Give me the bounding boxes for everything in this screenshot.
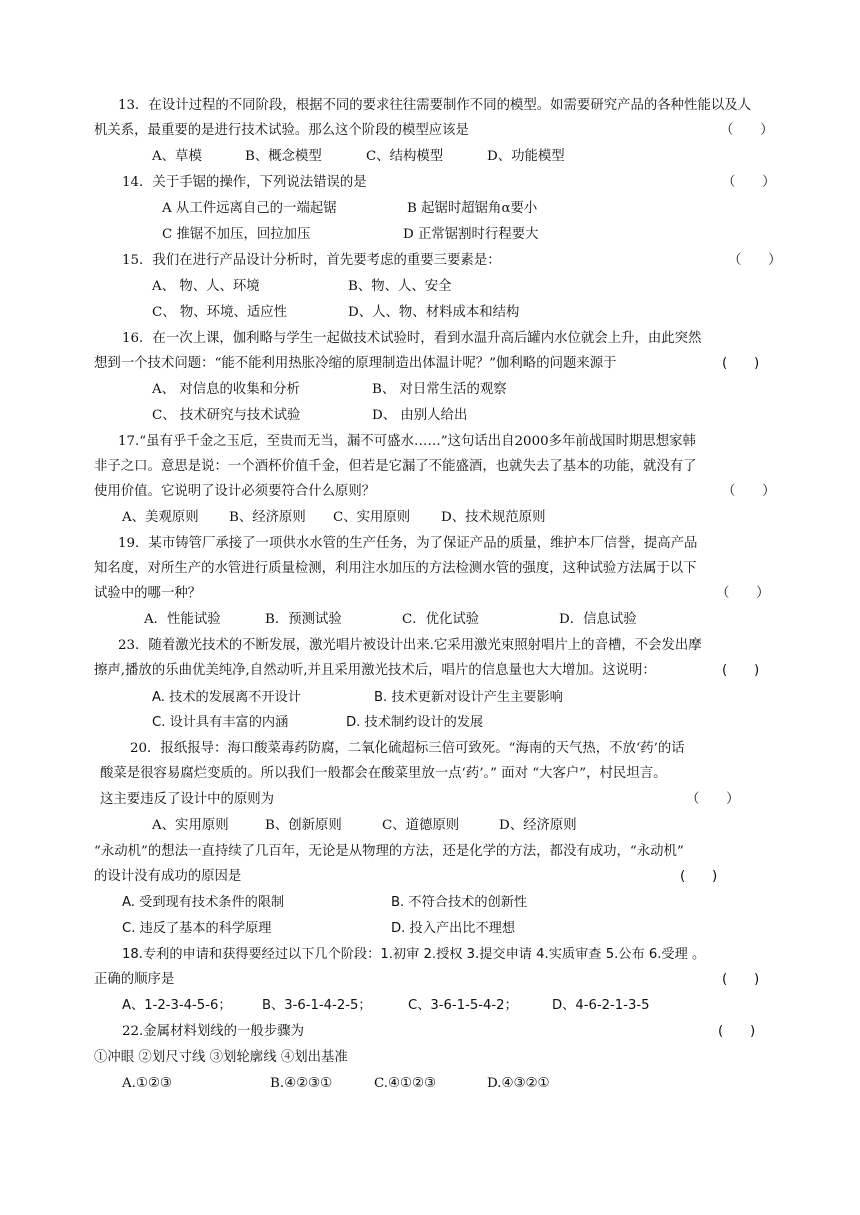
q18-option-a: A、1-2-3-4-5-6；	[122, 998, 232, 1013]
q23-line-2: 擦声,播放的乐曲优美纯净,自然动听,并且采用激光技术后，唱片的信息量也大大增加。这说明：	[94, 663, 656, 678]
q17-line-1: 17.“虽有乎千金之玉卮，至贵而无当，漏不可盛水……”这句话出自2000多年前战国时期思想家韩	[118, 434, 696, 449]
q13-answer-paren: （ ）	[720, 123, 774, 138]
q17-option-c: C、实用原则	[333, 510, 411, 525]
q19-option-d: D．信息试验	[559, 612, 637, 627]
q18-line-1: 18.专利的申请和获得要经过以下几个阶段：1.初审 2.授权 3.提交申请 4.实质审查 5.公布 6.受理 。	[122, 947, 706, 962]
q19-answer-paren: （ ）	[716, 586, 770, 601]
q15-answer-paren: （ ）	[728, 253, 782, 268]
q16-option-c: C、 技术研究与技术试验	[152, 408, 301, 423]
q19-option-a: A．性能试验	[144, 612, 221, 627]
q22-line-1: 22.金属材料划线的一般步骤为	[122, 1024, 304, 1039]
q14-option-b: B 起锯时超锯角α要小	[407, 201, 538, 216]
q23-line-1: 23．随着激光技术的不断发展，激光唱片被设计出来.它采用激光束照射唱片上的音槽，不会发出摩	[118, 638, 702, 653]
q19-option-c: C．优化试验	[402, 612, 480, 627]
q16-option-b: B、 对日常生活的观察	[372, 382, 507, 397]
qpm-option-b: B. 不符合技术的创新性	[391, 895, 528, 910]
q15-option-d: D、人、物、材料成本和结构	[348, 305, 520, 320]
q22-line-2: ①冲眼 ②划尺寸线 ③划轮廓线 ④划出基准	[94, 1050, 348, 1065]
q17-answer-paren: （ ）	[722, 484, 776, 499]
q15-line-1: 15．我们在进行产品设计分析时，首先要考虑的重要三要素是：	[122, 253, 501, 268]
q22-option-d: D.④③②①	[487, 1076, 550, 1091]
q13-option-c: C、结构模型	[366, 149, 444, 164]
qpm-line-1: “永动机”的想法一直持续了几百年，无论是从物理的方法，还是化学的方法，都没有成功，“永动机”	[94, 844, 684, 859]
q17-option-b: B、经济原则	[229, 510, 306, 525]
q14-option-d: D 正常锯割时行程要大	[403, 227, 539, 242]
q20-option-a: A、实用原则	[152, 818, 229, 833]
q13-option-b: B、概念模型	[245, 149, 322, 164]
q16-option-d: D、 由别人给出	[372, 408, 468, 423]
q18-option-c: C、3-6-1-5-4-2；	[408, 998, 518, 1013]
q14-line-1: 14．关于手锯的操作，下列说法错误的是	[122, 175, 367, 190]
q15-option-a: A、 物、人、环境	[152, 279, 260, 294]
q19-line-3: 试验中的哪一种？	[94, 586, 202, 601]
q14-answer-paren: （ ）	[722, 175, 776, 190]
q17-line-2: 非子之口。意思是说：一个酒杯价值千金，但若是它漏了不能盛酒，也就失去了基本的功能，就没有了	[94, 459, 697, 474]
q17-option-a: A、美观原则	[122, 510, 199, 525]
q22-option-c: C.④①②③	[374, 1076, 437, 1091]
q18-option-d: D、4-6-2-1-3-5	[552, 998, 650, 1013]
q13-line-2: 机关系，最重要的是进行技术试验。那么这个阶段的模型应该是	[94, 123, 469, 138]
q15-option-c: C、 物、环境、适应性	[152, 305, 288, 320]
q15-option-b: B、物、人、安全	[348, 279, 452, 294]
qpm-line-2: 的设计没有成功的原因是	[94, 869, 242, 884]
q20-line-2: 酸菜是很容易腐烂变质的。所以我们一般都会在酸菜里放一点‘药’。” 面对 “大客户”，村民坦言。	[100, 766, 667, 781]
q19-option-b: B．预测试验	[265, 612, 342, 627]
q20-option-d: D、经济原则	[499, 818, 577, 833]
q22-answer-paren: ( )	[718, 1024, 756, 1039]
qpm-option-c: C. 违反了基本的科学原理	[122, 921, 272, 936]
q22-option-a: A.①②③	[122, 1076, 172, 1091]
q20-option-c: C、道德原则	[382, 818, 460, 833]
q23-option-a: A. 技术的发展离不开设计	[152, 690, 302, 705]
q13-line-1: 13．在设计过程的不同阶段，根据不同的要求往往需要制作不同的模型。如需要研究产品的各种性能以及人	[118, 98, 752, 113]
q22-option-b: B.④②③①	[270, 1076, 333, 1091]
q14-option-c: C 推锯不加压，回拉加压	[162, 227, 311, 242]
q17-option-d: D、技术规范原则	[441, 510, 546, 525]
q16-option-a: A、 对信息的收集和分析	[152, 382, 300, 397]
q18-line-2: 正确的顺序是	[94, 972, 175, 987]
q16-line-2: 想到一个技术问题：“能不能利用热胀冷缩的原理制造出体温计呢？”伽利略的问题来源于	[94, 356, 617, 371]
q23-option-b: B. 技术更新对设计产生主要影响	[374, 690, 563, 705]
q20-option-b: B、创新原则	[265, 818, 342, 833]
q16-answer-paren: ( )	[722, 356, 760, 371]
q17-line-3: 使用价值。它说明了设计必须要符合什么原则？	[94, 484, 376, 499]
q14-option-a: A 从工件远离自己的一端起锯	[162, 201, 337, 216]
q23-answer-paren: ( )	[722, 663, 760, 678]
q20-line-3: 这主要违反了设计中的原则为	[100, 792, 275, 807]
q23-option-c: C. 设计具有丰富的内涵	[152, 715, 289, 730]
q20-answer-paren: （ ）	[686, 792, 740, 807]
q18-answer-paren: ( )	[722, 972, 760, 987]
q20-line-1: 20．报纸报导：海口酸菜毒药防腐，二氧化硫超标三倍可致死。“海南的天气热，不放‘药’的话	[130, 741, 685, 756]
qpm-answer-paren: ( )	[680, 869, 718, 884]
q19-line-2: 知名度，对所生产的水管进行质量检测，利用注水加压的方法检测水管的强度，这种试验方法属于以下	[94, 561, 697, 576]
q13-option-d: D、功能模型	[487, 149, 565, 164]
qpm-option-d: D. 投入产出比不理想	[391, 921, 516, 936]
q18-option-b: B、3-6-1-4-2-5；	[262, 998, 372, 1013]
q19-line-1: 19．某市铸管厂承接了一项供水水管的生产任务，为了保证产品的质量，维护本厂信誉，提高产品	[118, 536, 698, 551]
q23-option-d: D. 技术制约设计的发展	[346, 715, 484, 730]
q16-line-1: 16．在一次上课，伽利略与学生一起做技术试验时，看到水温升高后罐内水位就会上升，由此突然	[122, 331, 702, 346]
qpm-option-a: A. 受到现有技术条件的限制	[122, 895, 285, 910]
q13-option-a: A、草模	[152, 149, 202, 164]
